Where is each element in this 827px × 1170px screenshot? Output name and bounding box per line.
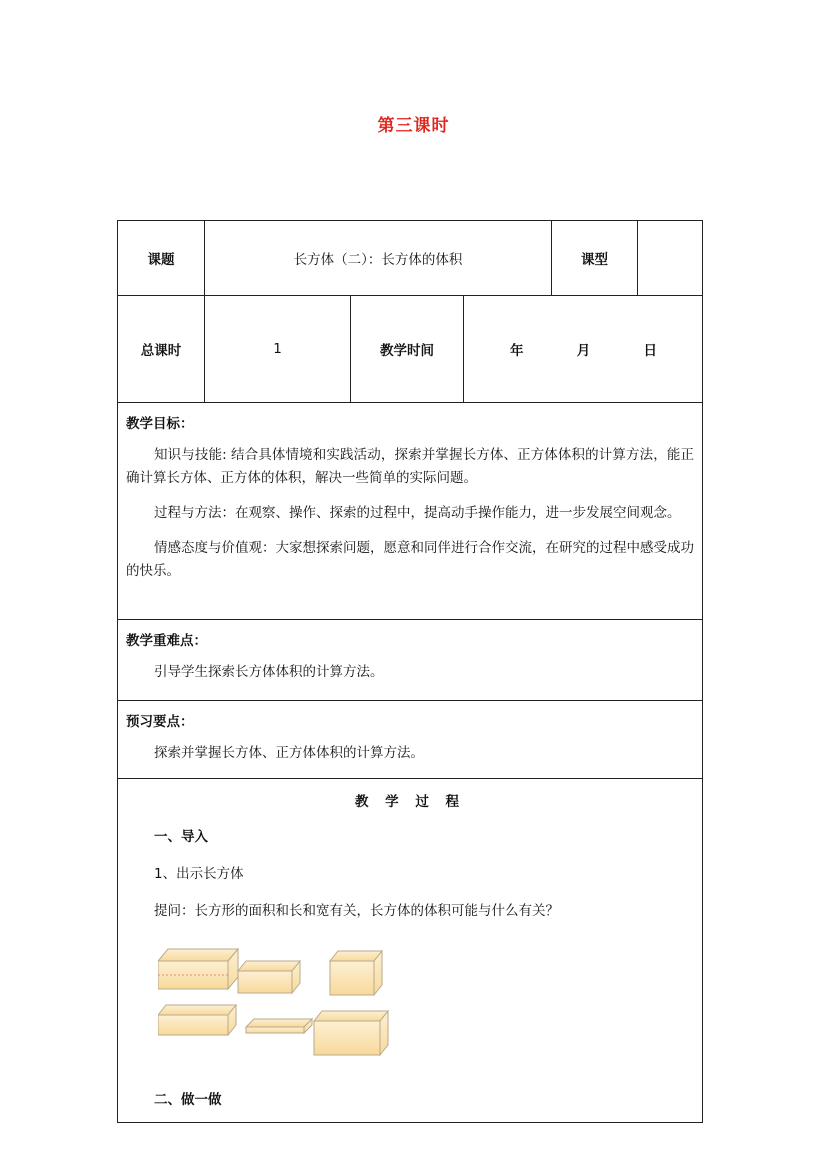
objective-emotion: 情感态度与价值观：大家想探索问题，愿意和同伴进行合作交流，在研究的过程中感受成功的快乐。 — [126, 539, 695, 579]
row-topic — [118, 221, 703, 296]
preview-text: 探索并掌握长方体、正方体体积的计算方法。 — [154, 744, 424, 761]
key-points-text: 引导学生探索长方体体积的计算方法。 — [154, 663, 384, 680]
row-key-points — [118, 620, 703, 701]
day-label: 日 — [643, 343, 657, 359]
question-text: 提问：长方形的面积和长和宽有关，长方体的体积可能与什么有关？ — [154, 902, 559, 919]
periods-label: 总课时 — [118, 296, 205, 403]
cuboid-4 — [158, 1005, 236, 1035]
year-label: 年 — [510, 343, 524, 359]
cuboid-5 — [246, 1019, 312, 1033]
row-objectives — [118, 403, 703, 620]
type-label: 课型 — [552, 221, 638, 296]
section-practice: 二、做一做 — [154, 1091, 222, 1108]
document-title: 第三课时 — [377, 116, 450, 136]
step-show-cuboid: 1、出示长方体 — [154, 865, 244, 882]
cuboid-2 — [238, 961, 300, 993]
date-cell — [464, 296, 703, 403]
objective-process: 过程与方法：在观察、操作、探索的过程中，提高动手操作能力，进一步发展空间观念。 — [154, 504, 681, 521]
row-preview — [118, 701, 703, 779]
cuboid-6 — [314, 1011, 388, 1055]
section-intro: 一、导入 — [154, 828, 208, 845]
cuboid-1 — [158, 949, 238, 989]
key-points-heading: 教学重难点： — [126, 633, 207, 649]
process-heading: 教 学 过 程 — [354, 794, 466, 810]
topic-label: 课题 — [118, 221, 205, 296]
periods-value: 1 — [205, 296, 351, 403]
topic-value: 长方体（二）：长方体的体积 — [205, 221, 552, 296]
preview-heading: 预习要点： — [126, 714, 194, 730]
cuboid-3 — [330, 951, 382, 995]
month-label: 月 — [576, 343, 591, 359]
cuboids-illustration — [158, 945, 398, 1057]
row-periods — [118, 296, 703, 403]
type-value — [638, 221, 703, 296]
objective-knowledge: 知识与技能: 结合具体情境和实践活动，探索并掌握长方体、正方体体积的计算方法，能正确计算长方体、正方体的体积，解决一些简单的实际问题。 — [126, 446, 695, 486]
time-label: 教学时间 — [351, 296, 464, 403]
objectives-heading: 教学目标： — [126, 416, 194, 432]
lesson-plan-table — [117, 220, 703, 1123]
row-process — [118, 779, 703, 1123]
